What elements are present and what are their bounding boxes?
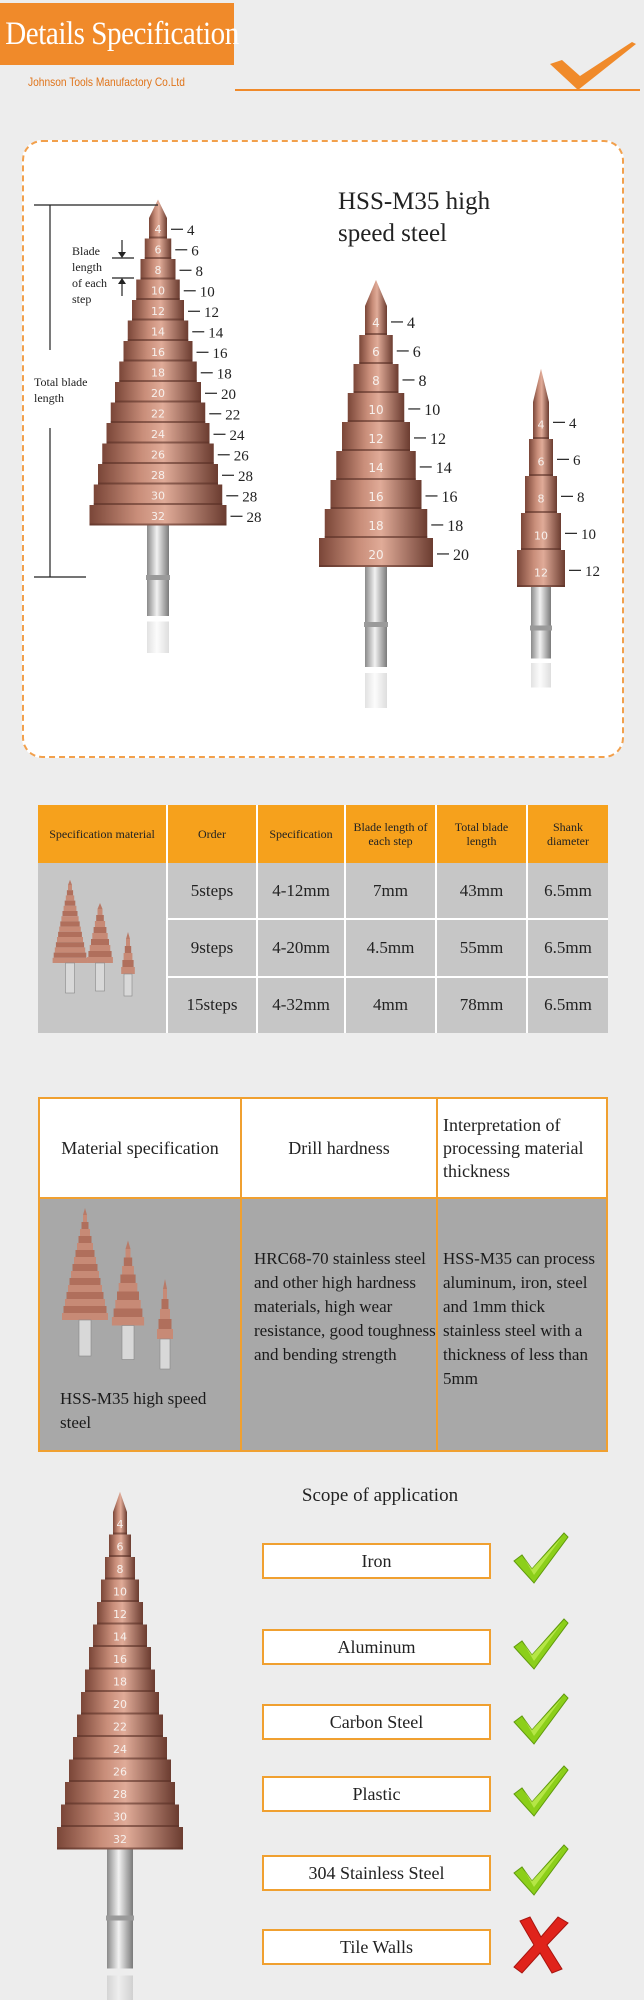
medium-step-bit [319,280,469,708]
cell-spec: 4-20mm [258,920,346,975]
engraved-size-label: 20 [368,547,384,562]
engraved-size-label: 14 [368,460,384,475]
engraved-size-label: 4 [372,315,380,330]
spec-table-header [38,805,608,863]
size-callout: 10 [199,284,215,301]
check-icon [510,1613,572,1675]
scope-item-iron: Iron [262,1543,491,1579]
engraved-size-label: 8 [372,373,380,388]
engraved-size-label: 6 [154,243,162,257]
size-callout: 4 [407,314,415,332]
engraved-size-label: 6 [116,1540,124,1554]
engraved-size-label: 6 [372,344,380,359]
size-callout: 26 [233,448,249,465]
engraved-size-label: 12 [368,431,384,446]
cross-icon [510,1913,572,1975]
engraved-size-label: 6 [537,455,545,469]
scope-item-aluminum: Aluminum [262,1629,491,1665]
cell-order: 5steps [168,863,258,918]
size-callout: 24 [229,427,245,444]
engraved-size-label: 32 [151,509,165,523]
engraved-size-label: 18 [151,366,165,380]
spec-table-image-cell [38,863,168,1033]
engraved-size-label: 10 [368,402,384,417]
page-title: Details Specification [5,16,239,52]
cell-total: 55mm [437,920,528,975]
engraved-size-label: 4 [154,222,162,236]
header-order: Order [168,805,258,863]
cell-shank: 6.5mm [528,978,608,1033]
table-row [168,918,608,975]
engraved-size-label: 26 [151,448,165,462]
table-row [168,863,608,918]
check-icon [510,1527,572,1589]
engraved-size-label: 32 [113,1833,127,1847]
cell-shank: 6.5mm [528,863,608,918]
engraved-size-label: 18 [113,1675,127,1689]
engraved-size-label: 18 [368,518,384,533]
size-callout: 10 [581,526,596,543]
engraved-size-label: 20 [113,1698,127,1712]
engraved-size-label: 8 [116,1563,124,1577]
cell-order: 15steps [168,978,258,1033]
size-callout: 8 [418,372,427,390]
hardness-cell [242,1199,438,1450]
engraved-size-label: 14 [151,325,165,339]
engraved-size-label: 12 [534,566,548,580]
engraved-size-label: 4 [537,418,545,432]
header-shank: Shank diameter [528,805,608,863]
engraved-size-label: 20 [151,386,165,400]
size-callout: 16 [441,488,458,506]
cell-blade-step: 4mm [346,978,437,1033]
size-callout: 12 [585,563,600,580]
engraved-size-label: 4 [116,1518,124,1532]
hardness-text: HRC68-70 stainless steel and other high hardness materials, high wear resistance, good toughness and bending strength [254,1249,436,1364]
size-callout: 14 [208,325,224,342]
size-callout: 12 [430,430,446,448]
header-material-spec: Material specification [40,1099,242,1197]
header-blade-step: Blade length of each step [346,805,437,863]
total-length-label: Total blade length [34,375,88,405]
thickness-cell [438,1199,606,1450]
material-table [38,1097,608,1452]
cell-blade-step: 4.5mm [346,920,437,975]
engraved-size-label: 24 [151,427,165,441]
header-thickness: Interpretation of processing material thickness [443,1114,584,1181]
cell-shank: 6.5mm [528,920,608,975]
size-callout: 4 [569,415,577,432]
check-icon [510,1688,572,1750]
scope-title: Scope of application [301,1485,459,1506]
size-callout: 14 [435,459,452,477]
thickness-text: HSS-M35 can process aluminum, iron, steel and 1mm thick stainless steel with a thickness of less than 5mm [443,1249,596,1388]
engraved-size-label: 16 [151,345,165,359]
size-callout: 4 [187,222,195,239]
engraved-size-label: 30 [113,1810,127,1824]
scope-item-carbon-steel: Carbon Steel [262,1704,491,1740]
step-bits-thumbnail [40,1199,240,1399]
size-callout: 20 [453,546,469,564]
size-callout: 6 [191,243,199,260]
engraved-size-label: 30 [151,489,165,503]
scope-item-plastic: Plastic [262,1776,491,1812]
engraved-size-label: 16 [113,1653,127,1667]
small-step-bit [517,369,600,688]
engraved-size-label: 10 [534,529,548,543]
engraved-size-label: 10 [113,1585,127,1599]
scope-item-tile-walls: Tile Walls [262,1929,491,1965]
spec-table [38,805,608,1033]
size-callout: 8 [577,489,585,506]
engraved-size-label: 28 [151,468,165,482]
engraved-size-label: 16 [368,489,384,504]
scope-item-304-stainless-steel: 304 Stainless Steel [262,1855,491,1891]
cell-total: 43mm [437,863,528,918]
material-caption: HSS-M35 high speed steel [60,1389,207,1432]
header-total-length: Total blade length [437,805,528,863]
engraved-size-label: 22 [113,1720,127,1734]
check-icon [510,1760,572,1822]
engraved-size-label: 12 [151,304,165,318]
size-callout: 16 [212,345,228,362]
size-callout: 12 [204,304,219,321]
step-bits-thumbnail [38,863,166,1033]
step-drill-diagram [0,0,644,760]
cell-order: 9steps [168,920,258,975]
blade-step-label: Blade length of each step [72,244,107,306]
engraved-size-label: 28 [113,1788,127,1802]
engraved-size-label: 8 [154,263,162,277]
cell-spec: 4-32mm [258,978,346,1033]
cell-blade-step: 7mm [346,863,437,918]
engraved-size-label: 8 [537,492,545,506]
size-callout: 10 [424,401,441,419]
engraved-size-label: 12 [113,1608,127,1622]
large-step-bit-photo [0,1490,250,2000]
size-callout: 28 [246,509,262,526]
company-name: Johnson Tools Manufactory Co.Ltd [28,75,185,89]
header-specification: Specification [258,805,346,863]
cell-spec: 4-12mm [258,863,346,918]
header-drill-hardness: Drill hardness [242,1099,438,1197]
size-callout: 28 [242,489,258,506]
engraved-size-label: 10 [151,284,165,298]
engraved-size-label: 26 [113,1765,127,1779]
size-callout: 22 [225,407,241,424]
size-callout: 28 [238,468,253,485]
engraved-size-label: 24 [113,1743,127,1757]
size-callout: 20 [221,386,236,403]
cell-total: 78mm [437,978,528,1033]
check-icon [510,1839,572,1901]
size-callout: 6 [573,452,581,469]
size-callout: 18 [447,517,464,535]
engraved-size-label: 22 [151,407,165,421]
engraved-size-label: 14 [113,1630,127,1644]
size-callout: 6 [412,343,421,361]
size-callout: 8 [195,263,203,280]
material-table-header [40,1099,606,1199]
table-row [168,976,608,1033]
size-callout: 18 [216,366,232,383]
material-title: HSS-M35 high speed steel [338,188,491,247]
material-image-cell [40,1199,242,1450]
header-spec-material: Specification material [38,805,168,863]
large-step-bit [90,200,262,653]
